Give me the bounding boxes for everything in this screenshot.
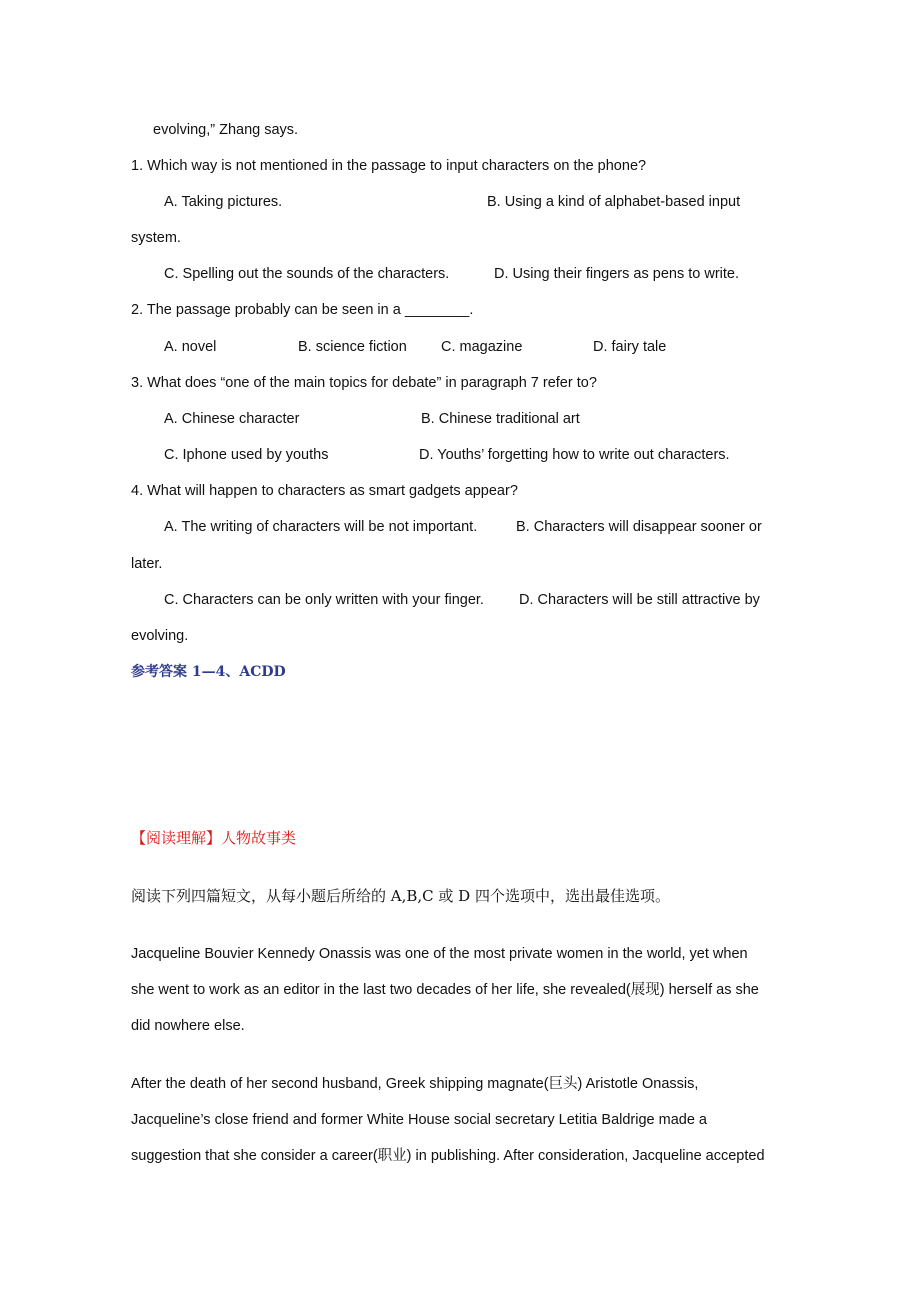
passage-p2-line-2: Jacqueline’s close friend and former White House social secretary Letitia Baldrige made a [131, 1112, 707, 1128]
passage-p1-line-2: she went to work as an editor in the last two decades of her life, she revealed(展现) herself as she [131, 982, 759, 998]
continuation-line: evolving,” Zhang says. [153, 122, 299, 138]
section-heading: 【阅读理解】人物故事类 [131, 829, 297, 847]
question-4-option-d: D. Characters will be still attractive by [519, 592, 760, 608]
question-3-option-d: D. Youths’ forgetting how to write out characters. [419, 447, 730, 463]
question-4-stem: 4. What will happen to characters as smart gadgets appear? [131, 483, 518, 499]
question-1-option-a: A. Taking pictures. [164, 194, 283, 210]
passage-p2-line-3: suggestion that she consider a career(职业) in publishing. After consideration, Jacqueline accepted [131, 1148, 765, 1164]
question-4-option-a: A. The writing of characters will be not important. [164, 519, 478, 535]
instruction-text: 阅读下列四篇短文，从每小题后所给的 A,B,C 或 D 四个选项中，选出最佳选项。 [131, 887, 670, 905]
question-2-stem: 2. The passage probably can be seen in a ________. [131, 302, 474, 318]
question-4-option-c: C. Characters can be only written with your finger. [164, 592, 484, 608]
question-4-option-b-wrap: later. [131, 556, 163, 572]
question-1-option-c: C. Spelling out the sounds of the characters. [164, 266, 450, 282]
question-2-option-d: D. fairy tale [593, 339, 667, 355]
passage-p1-line-3: did nowhere else. [131, 1018, 245, 1034]
question-1-option-d: D. Using their fingers as pens to write. [494, 266, 739, 282]
question-4-option-d-wrap: evolving. [131, 628, 189, 644]
question-1-stem: 1. Which way is not mentioned in the passage to input characters on the phone? [131, 158, 647, 174]
question-2-option-c: C. magazine [441, 339, 523, 355]
question-1-option-b-wrap: system. [131, 230, 181, 246]
question-1-option-b: B. Using a kind of alphabet-based input [487, 194, 741, 210]
question-3-option-a: A. Chinese character [164, 411, 300, 427]
question-3-option-b: B. Chinese traditional art [421, 411, 580, 427]
question-4-option-b: B. Characters will disappear sooner or [516, 519, 762, 535]
question-3-option-c: C. Iphone used by youths [164, 447, 329, 463]
question-2-option-b: B. science fiction [298, 339, 407, 355]
passage-p1-line-1: Jacqueline Bouvier Kennedy Onassis was one of the most private women in the world, yet when [131, 946, 748, 962]
question-2-option-a: A. novel [164, 339, 217, 355]
passage-p2-line-1: After the death of her second husband, Greek shipping magnate(巨头) Aristotle Onassis, [131, 1076, 699, 1092]
answer-key: 参考答案 1—4、ACDD [131, 664, 286, 680]
question-3-stem: 3. What does “one of the main topics for debate” in paragraph 7 refer to? [131, 375, 597, 391]
